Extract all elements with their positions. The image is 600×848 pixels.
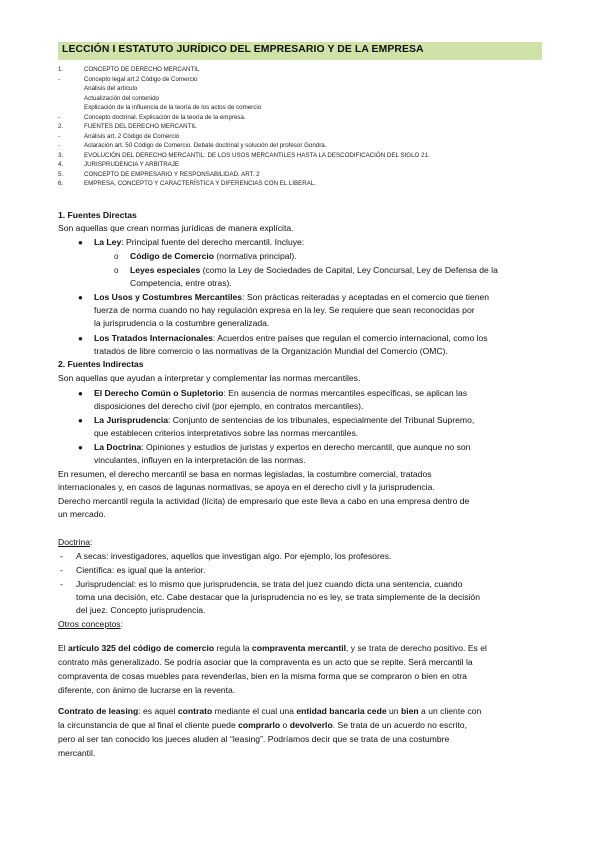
- dash-bullet-icon: -: [60, 551, 63, 561]
- doctrina-heading: Doctrina:: [58, 537, 93, 547]
- paragraph-line: En resumen, el derecho mercantil se basa en normas legisladas, la costumbre comercial, tratados: [58, 469, 432, 479]
- toc-number: 6.: [58, 180, 64, 187]
- title-highlight: [58, 42, 542, 60]
- circle-bullet-icon: o: [114, 252, 119, 261]
- toc-item: Aclaración art. 50 Código de Comercio. Debate doctrinal y solución del profesor Gondra.: [84, 142, 327, 149]
- dash-bullet-icon: -: [60, 565, 63, 575]
- paragraph-line: vinculantes, influyen en la interpretación de las normas.: [94, 455, 306, 465]
- toc-item: Análisis art. 2 Código de Comercio: [84, 132, 180, 140]
- paragraph-line: diferente, con ánimo de lucrarse en la reventa.: [58, 685, 236, 695]
- bullet-icon: ●: [78, 238, 83, 247]
- paragraph-line: fuerza de norma cuando no hay regulación expresa en la ley. Se requiere que sean reconocidas por: [94, 305, 475, 315]
- toc-item: Concepto legal art.2 Código de Comercio: [84, 75, 198, 83]
- paragraph-line: la jurisprudencia o la costumbre generalizada.: [94, 318, 270, 328]
- section-heading: 2. Fuentes Indirectas: [58, 359, 144, 369]
- paragraph-line: Contrato de leasing: es aquel contrato mediante el cual una entidad bancaria cede un bien a un cliente con: [58, 706, 482, 716]
- list-item: La Ley: Principal fuente del derecho mercantil. Incluye:: [94, 237, 305, 247]
- toc-item: EVOLUCIÓN DEL DERECHO MERCANTIL: DE LOS USOS MERCANTILES HASTA LA DESCODIFICACIÓN DEL SIGLO 21.: [84, 151, 430, 159]
- paragraph-line: Son aquellas que ayudan a interpretar y complementar las normas mercantiles.: [58, 373, 361, 383]
- list-item: Leyes especiales (como la Ley de Sociedades de Capital, Ley Concursal, Ley de Defensa de la: [130, 265, 498, 275]
- list-item: Código de Comercio (normativa principal).: [130, 251, 297, 261]
- list-item: Los Usos y Costumbres Mercantiles: Son prácticas reiteradas y aceptadas en el comercio que tienen: [94, 292, 490, 302]
- paragraph-line: la circunstancia de que al final el cliente puede comprarlo o devolverlo. Se trata de un acuerdo no escrito,: [58, 720, 467, 730]
- toc-item: EMPRESA, CONCEPTO Y CARACTERÍSTICA Y DIFERENCIAS CON EL LIBERAL.: [84, 180, 316, 187]
- toc-number: -: [58, 132, 61, 140]
- paragraph-line: tratados de libre comercio o las normativas de la Organización Mundial del Comercio (OMC).: [94, 346, 448, 356]
- toc-item: CONCEPTO DE DERECHO MERCANTIL: [84, 66, 200, 73]
- toc-number: -: [58, 75, 61, 83]
- toc-item: Concepto doctrinal. Explicación de la teoría de la empresa.: [84, 113, 246, 121]
- otros-heading: Otros conceptos:: [58, 619, 123, 629]
- toc-item: FUENTES DEL DERECHO MERCANTIL: [84, 123, 197, 130]
- bullet-icon: ●: [78, 334, 83, 343]
- circle-bullet-icon: o: [114, 266, 119, 275]
- dash-bullet-icon: -: [60, 579, 63, 589]
- paragraph-line: internacionales y, en casos de lagunas normativas, se apoya en el derecho civil y la jurisprudencia.: [58, 482, 435, 492]
- toc-number: -: [58, 142, 61, 149]
- lesson-title: LECCIÓN I ESTATUTO JURÍDICO DEL EMPRESARIO Y DE LA EMPRESA: [62, 44, 424, 55]
- list-item: Los Tratados Internacionales: Acuerdos entre países que regulan el comercio internacional, como los: [94, 333, 488, 343]
- paragraph-line: Competencia, entre otras).: [130, 278, 232, 288]
- toc-item: CONCEPTO DE EMPRESARIO Y RESPONSABILIDAD. ART. 2: [84, 170, 260, 178]
- list-item: A secas: investigadores, aquellos que investigan algo. Por ejemplo, los profesores.: [76, 551, 392, 561]
- bullet-icon: ●: [78, 293, 83, 302]
- toc-item: JURISPRUDENCIA Y ARBITRAJE: [84, 161, 180, 168]
- list-item: Jurisprudencial: es lo mismo que jurisprudencia, se trata del juez cuando dicta una sentencia, cuando: [76, 579, 463, 589]
- paragraph-line: del juez. Concepto jurisprudencia.: [76, 605, 206, 615]
- paragraph-line: El artículo 325 del código de comercio regula la compraventa mercantil, y se trata de derecho positivo. Es el: [58, 643, 487, 653]
- list-item: Científica: es igual que la anterior.: [76, 565, 206, 575]
- paragraph-line: Son aquellas que crean normas jurídicas de manera explícita.: [58, 223, 294, 233]
- toc-number: 5.: [58, 170, 64, 178]
- bullet-icon: ●: [78, 389, 83, 398]
- toc-item: Actualización del contenido: [84, 94, 159, 102]
- paragraph-line: que establecen criterios interpretativos sobre las normas mercantiles.: [94, 428, 359, 438]
- bullet-icon: ●: [78, 443, 83, 452]
- paragraph-line: mercantil.: [58, 748, 96, 758]
- bullet-icon: ●: [78, 416, 83, 425]
- toc-number: 1.: [58, 66, 64, 73]
- toc-item: Explicación de la influencia de la teoría de los actos de comercio: [84, 104, 262, 111]
- paragraph-line: pero al ser tan conocido los jueces aluden al “leasing”. Podríamos decir que se trata de una costumbre: [58, 734, 450, 744]
- paragraph-line: contrato más generalizado. Se podría asociar que la compraventa es un acto que se repite. Será mercantil la: [58, 657, 473, 667]
- section-heading: 1. Fuentes Directas: [58, 210, 137, 220]
- list-item: El Derecho Común o Supletorio: En ausencia de normas mercantiles específicas, se aplican las: [94, 388, 468, 398]
- toc-number: 3.: [58, 151, 64, 159]
- paragraph-line: toma una decisión, etc. Cabe destacar que la jurisprudencia no es ley, se trata simplemente de la decisión: [76, 592, 480, 602]
- toc-number: 4.: [58, 161, 64, 168]
- toc-number: 2.: [58, 123, 64, 130]
- paragraph-line: Derecho mercantil regula la actividad (lícita) de empresario que este lleva a cabo en una empresa dentro de: [58, 496, 470, 506]
- list-item: La Jurisprudencia: Conjunto de sentencias de los tribunales, especialmente del Tribunal Supremo,: [94, 415, 475, 425]
- toc-item: Análisis del artículo: [84, 85, 138, 92]
- list-item: La Doctrina: Opiniones y estudios de juristas y expertos en derecho mercantil, que aunque no son: [94, 442, 471, 452]
- paragraph-line: un mercado.: [58, 509, 106, 519]
- toc-number: -: [58, 113, 61, 121]
- paragraph-line: compraventa de cosas muebles para revenderlas, bien en la misma forma que se compraron o bien en otra: [58, 671, 467, 681]
- paragraph-line: disposiciones del derecho civil (por ejemplo, en contratos mercantiles).: [94, 401, 364, 411]
